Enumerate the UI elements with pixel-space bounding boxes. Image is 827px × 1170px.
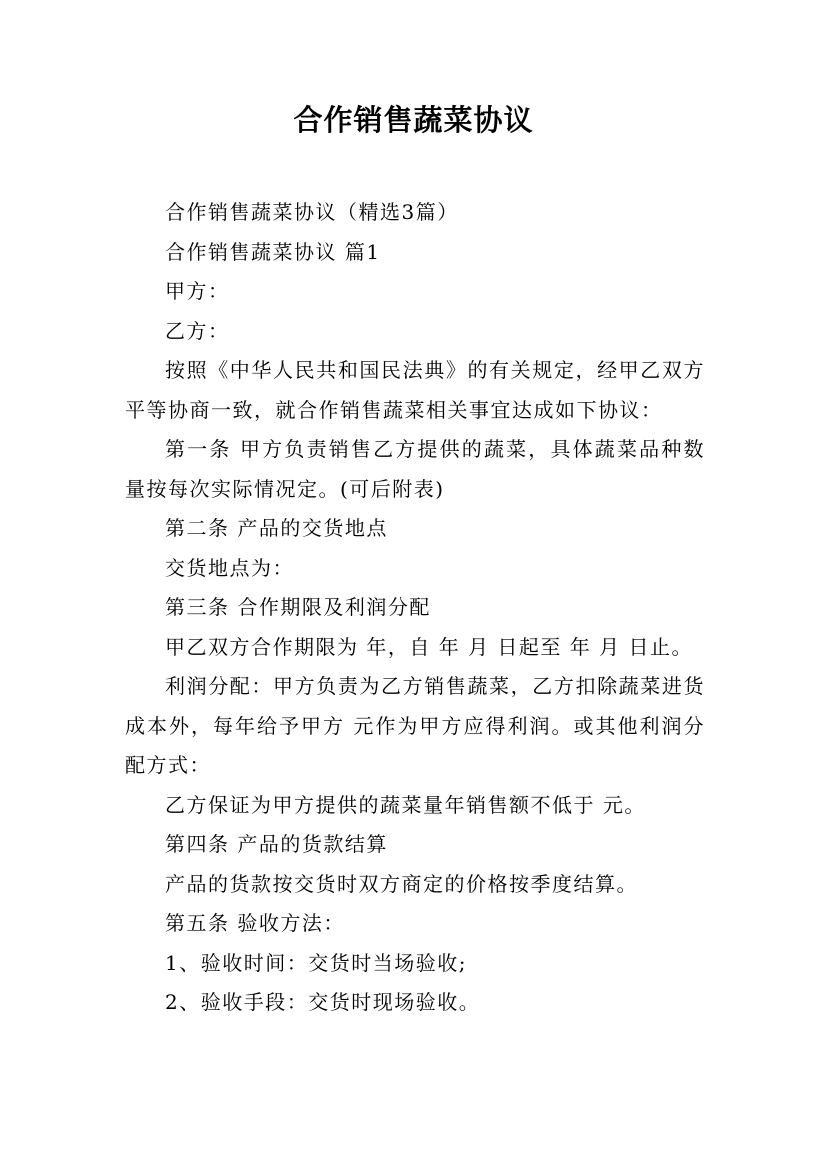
paragraph-preamble: 按照《中华人民共和国民法典》的有关规定，经甲乙双方平等协商一致，就合作销售蔬菜相关事宜达成如下协议： <box>125 358 705 422</box>
paragraph-party-a: 甲方： <box>165 279 230 303</box>
paragraph-sales-guarantee: 乙方保证为甲方提供的蔬菜量年销售额不低于 元。 <box>165 792 646 817</box>
paragraph-article-3-heading: 第三条 合作期限及利润分配 <box>165 595 431 619</box>
paragraph-cooperation-term: 甲乙双方合作期限为 年，自 年 月 日起至 年 月 日止。 <box>165 634 694 659</box>
document-title: 合作销售蔬菜协议 <box>293 103 534 137</box>
paragraph-section-heading: 合作销售蔬菜协议 篇1 <box>165 239 381 264</box>
paragraph-article-2-heading: 第二条 产品的交货地点 <box>165 516 388 540</box>
paragraph-delivery-location: 交货地点为： <box>165 555 294 580</box>
paragraph-party-b: 乙方： <box>165 318 230 343</box>
paragraph-payment-settlement: 产品的货款按交货时双方商定的价格按季度结算。 <box>165 871 638 896</box>
document-body <box>125 193 705 1023</box>
paragraph-inspection-time: 1、验收时间：交货时当场验收; <box>165 950 467 975</box>
paragraph-article-1: 第一条 甲方负责销售乙方提供的蔬菜，具体蔬菜品种数量按每次实际情况定。(可后附表) <box>125 437 705 501</box>
paragraph-article-4-heading: 第四条 产品的货款结算 <box>165 832 388 856</box>
paragraph-profit-distribution: 利润分配：甲方负责为乙方销售蔬菜，乙方扣除蔬菜进货成本外，每年给予甲方 元作为甲方应得利润。或其他利润分配方式： <box>125 674 705 777</box>
paragraph-article-5-heading: 第五条 验收方法： <box>165 911 345 935</box>
paragraph-subtitle: 合作销售蔬菜协议（精选3篇） <box>165 200 459 224</box>
paragraph-inspection-method: 2、验收手段：交货时现场验收。 <box>165 990 481 1014</box>
